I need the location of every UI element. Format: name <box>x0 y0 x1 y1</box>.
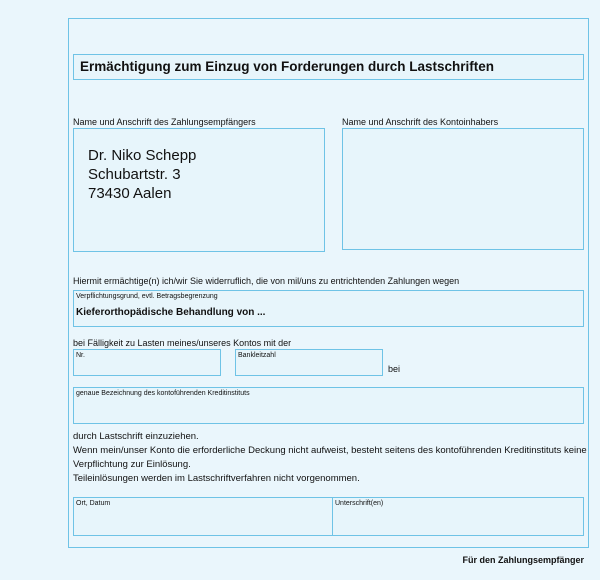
payee-city: 73430 Aalen <box>88 185 172 202</box>
obligation-value: Kieferorthopädische Behandlung von ... <box>76 307 266 318</box>
signature-label: Unterschrift(en) <box>335 500 384 507</box>
bank-name-label: genaue Bezeichnung des kontoführenden Kreditinstituts <box>76 390 250 397</box>
footer-text: Für den Zahlungsempfänger <box>462 555 584 565</box>
payee-name: Dr. Niko Schepp <box>88 147 197 164</box>
payee-street: Schubartstr. 3 <box>88 166 181 183</box>
paragraph-line: Verpflichtung zur Einlösung. <box>73 459 191 470</box>
place-date-field[interactable] <box>73 497 333 536</box>
account-number-field[interactable] <box>73 349 221 376</box>
bei-text: bei <box>388 364 401 374</box>
obligation-label: Verpflichtungsgrund, evtl. Betragsbegrenzung <box>76 293 218 300</box>
paragraph-line: durch Lastschrift einzuziehen. <box>73 431 199 442</box>
account-number-label: Nr. <box>76 352 85 359</box>
account-holder-label: Name und Anschrift des Kontoinhabers <box>342 117 499 127</box>
payee-label: Name und Anschrift des Zahlungsempfängers <box>73 117 256 127</box>
paragraph-line: Wenn mein/unser Konto die erforderliche Deckung nicht aufweist, besteht seitens des kontoführenden Kreditinstituts keine <box>73 445 587 456</box>
place-date-label: Ort, Datum <box>76 500 111 507</box>
paragraph-line: Teileinlösungen werden im Lastschriftverfahren nicht vorgenommen. <box>73 473 360 484</box>
debit-text: bei Fälligkeit zu Lasten meines/unseres Kontos mit der <box>73 338 292 348</box>
bank-code-label: Bankleitzahl <box>238 352 276 359</box>
authorization-text: Hiermit ermächtige(n) ich/wir Sie widerruflich, die von mil/uns zu entrichtenden Zahlungen wegen <box>73 276 460 286</box>
form-title: Ermächtigung zum Einzug von Forderungen durch Lastschriften <box>80 59 495 74</box>
account-holder-field[interactable] <box>342 128 584 250</box>
